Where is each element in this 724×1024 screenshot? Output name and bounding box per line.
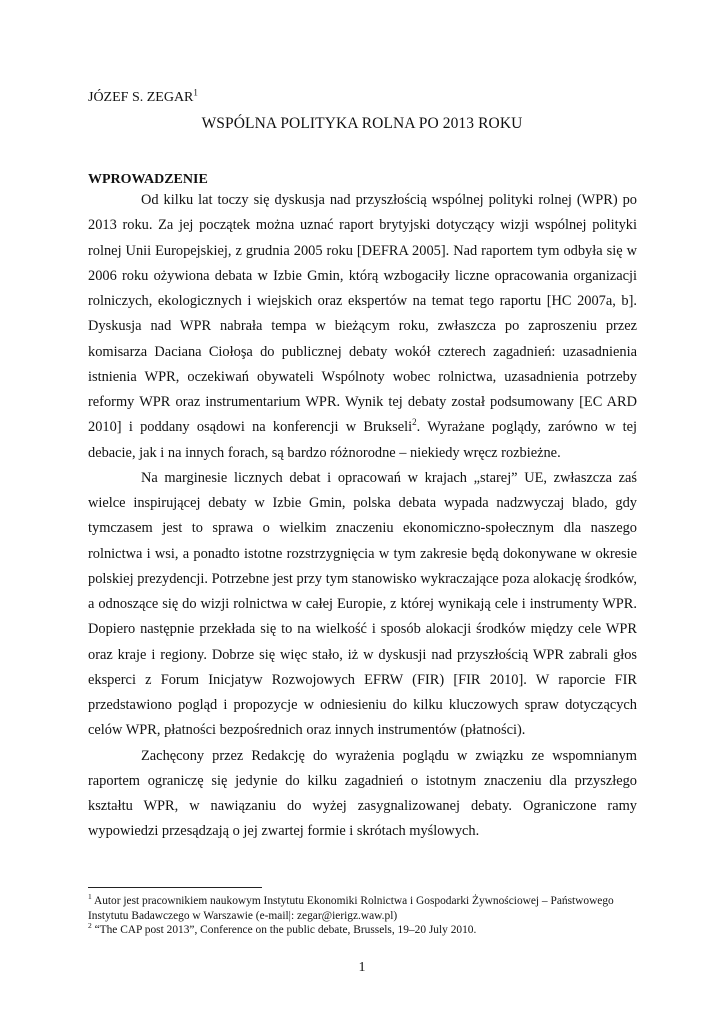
footnotes [88,894,637,938]
author-line [88,87,198,106]
footnote-1 [88,894,637,923]
paragraph-1-text-end: . Wyrażane poglądy, zarówno w tej debacie, jak i na innych forach, są bardzo różnorodne – niekiedy wręcz rozbieżne. [88,419,637,461]
footnote-2-number: 2 [88,921,92,931]
footnote-separator [88,887,262,888]
footnote-marker-2: 2 [412,417,417,428]
author-footnote-marker: 1 [193,87,198,98]
paragraph-2: Na marginesie licznych debat i opracowań w krajach „starej” UE, zwłaszcza zaś wielce inspirującej debaty w Izbie Gmin, polska debata wypada nadzwyczaj blado, gdy tymczasem jest to sprawa o wielkim znaczeniu ekonomiczno-społecznym dla naszego rolnictwa i wsi, a ponadto istotne rozstrzygnięcia w tym zakresie będą dokonywane w okresie polskiej prezydencji. Potrzebne jest przy tym stanowisko wykraczające poza alokację środków, a odnoszące się do wizji rolnictwa w całej Europie, z której wynikają cele i instrumenty WPR. Dopiero następnie przekłada się to na wielkość i sposób alokacji środków między cele WPR oraz kraje i regiony. Dobrze się więc stało, iż w dyskusji nad przyszłością WPR zabrali głos eksperci z Forum Inicjatyw Rozwojowych EFRW (FIR) [FIR 2010]. W raporcie FIR przedstawiono pogląd i propozycje w odniesieniu do kilku kluczowych spraw dotyczących celów WPR, płatności bezpośrednich oraz innych instrumentów (płatności). [88,469,637,739]
footnote-2-text: “The CAP post 2013”, Conference on the public debate, Brussels, 19–20 July 2010. [91,924,477,936]
author-name: JÓZEF S. ZEGAR [88,90,194,105]
body-text [88,188,637,845]
footnote-1-number: 1 [88,892,92,902]
paragraph-3: Zachęcony przez Redakcję do wyrażenia poglądu w związku ze wspomnianym raportem ograniczę się jedynie do kilku zagadnień o istotnym znaczeniu dla przyszłego kształtu WPR, w nawiązaniu do wyżej zasygnalizowanej debaty. Ograniczone ramy wypowiedzi przesądzają o jej zwartej formie i skrótach myślowych. [88,747,637,840]
footnote-2 [88,923,637,938]
section-heading: WPROWADZENIE [88,172,208,187]
paragraph-1-text: Od kilku lat toczy się dyskusja nad przyszłością wspólnej polityki rolnej (WPR) po 2013 roku. Za jej początek można uznać raport brytyjski dotyczący wizji wspólnej polityki rolnej Unii Europejskiej, z grudnia 2005 roku [DEFRA 2005]. Nad raportem tym odbyła się w 2006 roku ożywiona debata w Izbie Gmin, którą wzbogaciły liczne opracowania organizacji rolniczych, ekologicznych i wiejskich oraz ekspertów na temat tego raportu [HC 2007a, b]. Dyskusja nad WPR nabrała tempa w bieżącym roku, zwłaszcza po zaproszeniu przez komisarza Daciana Ciołoşa do publicznej debaty wokół czterech zagadnień: uzasadnienia istnienia WPR, oczekiwań obywateli Wspólnoty wobec rolnictwa, uzasadnienia potrzeby reformy WPR oraz instrumentarium WPR. Wynik tej debaty został podsumowany [EC ARD 2010] i poddany osądowi na konferencji w Brukseli [88,192,637,436]
page-number: 1 [358,960,366,975]
footnote-1-text: Autor jest pracownikiem naukowym Instytutu Ekonomiki Rolnictwa i Gospodarki Żywnościowej – Państwowego Instytutu Badawczego w Warszawie (e-mail|: zegar@ierigz.waw.pl) [88,895,614,922]
paragraph-1 [88,188,637,466]
paper-title: WSPÓLNA POLITYKA ROLNA PO 2013 ROKU [201,115,523,132]
